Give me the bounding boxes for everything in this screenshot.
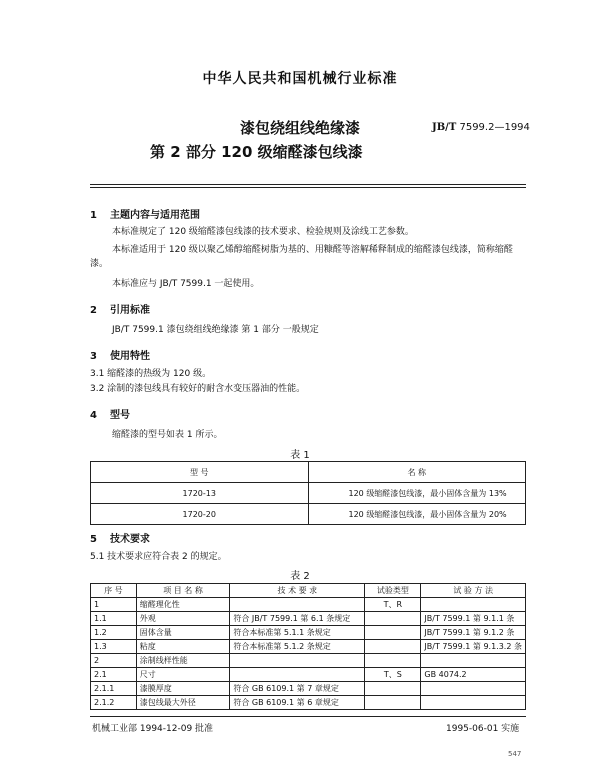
table-1-header-model: 型 号 bbox=[91, 462, 309, 483]
table-2-cell-test-type: T、S bbox=[365, 668, 421, 682]
header-rule-top bbox=[90, 184, 526, 185]
table-row bbox=[91, 682, 526, 696]
table-2-cell-requirement: 符合本标准第 5.1.2 条规定 bbox=[230, 640, 365, 654]
table-2-cell-test-method: JB/T 7599.1 第 9.1.3.2 条 bbox=[421, 640, 526, 654]
issuing-organization: 中华人民共和国机械行业标准 bbox=[202, 71, 398, 87]
section-1-number: 1 bbox=[90, 210, 97, 221]
section-4-number: 4 bbox=[90, 410, 97, 421]
table-1 bbox=[90, 461, 526, 525]
document-subtitle: 第 2 部分 120 级缩醛漆包线漆 bbox=[150, 143, 363, 161]
section-1-paragraph-3: 本标准应与 JB/T 7599.1 一起使用。 bbox=[112, 279, 260, 289]
section-1-paragraph-1: 本标准规定了 120 级缩醛漆包线漆的技术要求、检验规则及涂线工艺参数。 bbox=[112, 227, 414, 237]
table-2-cell-index: 1.3 bbox=[91, 640, 137, 654]
document-title: 漆包绕组线绝缘漆 bbox=[239, 119, 360, 137]
table-2-cell-item: 漆包线最大外径 bbox=[136, 696, 230, 710]
table-2-cell-test-method bbox=[421, 654, 526, 668]
table-1-cell-name: 120 级缩醛漆包线漆，最小固体含量为 20% bbox=[308, 504, 526, 525]
table-2-cell-index: 2 bbox=[91, 654, 137, 668]
table-2-cell-test-type bbox=[365, 696, 421, 710]
table-2-cell-test-type: T、R bbox=[365, 598, 421, 612]
table-2-cell-test-type bbox=[365, 626, 421, 640]
table-2-cell-test-method bbox=[421, 696, 526, 710]
table-2-cell-item: 外观 bbox=[136, 612, 230, 626]
table-2-cell-test-method: GB 4074.2 bbox=[421, 668, 526, 682]
table-2-cell-requirement: 符合 GB 6109.1 第 6 章规定 bbox=[230, 696, 365, 710]
header-rule-bottom bbox=[90, 187, 526, 188]
table-2-cell-index: 2.1 bbox=[91, 668, 137, 682]
table-2-caption: 表 2 bbox=[290, 571, 310, 582]
footer-rule bbox=[90, 716, 526, 717]
table-2-cell-index: 1.2 bbox=[91, 626, 137, 640]
table-2-cell-test-type bbox=[365, 654, 421, 668]
section-2-heading bbox=[90, 301, 150, 316]
table-2-header-index: 序 号 bbox=[91, 584, 137, 598]
table-2-cell-index: 1 bbox=[91, 598, 137, 612]
table-row bbox=[91, 696, 526, 710]
section-4-heading bbox=[90, 406, 130, 421]
section-5-title: 技术要求 bbox=[110, 534, 150, 545]
table-1-cell-model: 1720-20 bbox=[91, 504, 309, 525]
table-2-cell-requirement: 符合 JB/T 7599.1 第 6.1 条规定 bbox=[230, 612, 365, 626]
table-2-cell-requirement bbox=[230, 598, 365, 612]
table-2-cell-item: 缩醛理化性 bbox=[136, 598, 230, 612]
table-row bbox=[91, 626, 526, 640]
standard-number bbox=[432, 122, 530, 133]
table-2-cell-item: 漆膜厚度 bbox=[136, 682, 230, 696]
table-row bbox=[91, 483, 526, 504]
table-2-cell-test-method: JB/T 7599.1 第 9.1.2 条 bbox=[421, 626, 526, 640]
approval-date: 机械工业部 1994-12-09 批准 bbox=[92, 724, 214, 734]
table-2-cell-index: 2.1.2 bbox=[91, 696, 137, 710]
section-3-number: 3 bbox=[90, 351, 97, 362]
table-2-cell-test-type bbox=[365, 640, 421, 654]
section-3-title: 使用特性 bbox=[110, 351, 150, 362]
table-row bbox=[91, 612, 526, 626]
table-2-cell-requirement bbox=[230, 668, 365, 682]
section-2-title: 引用标准 bbox=[110, 305, 150, 316]
section-3-item-2: 3.2 涂制的漆包线具有较好的耐含水变压器油的性能。 bbox=[90, 384, 306, 394]
table-row bbox=[91, 504, 526, 525]
table-row bbox=[91, 668, 526, 682]
table-2-cell-item: 涂制线样性能 bbox=[136, 654, 230, 668]
table-2-cell-index: 2.1.1 bbox=[91, 682, 137, 696]
table-2-cell-requirement: 符合本标准第 5.1.1 条规定 bbox=[230, 626, 365, 640]
standard-prefix: JB/T bbox=[432, 122, 457, 133]
table-1-caption: 表 1 bbox=[290, 450, 310, 461]
table-2-cell-item: 尺寸 bbox=[136, 668, 230, 682]
section-3-heading bbox=[90, 347, 150, 362]
implementation-date: 1995-06-01 实施 bbox=[446, 724, 520, 734]
table-2-cell-test-method: JB/T 7599.1 第 9.1.1 条 bbox=[421, 612, 526, 626]
table-2-cell-item: 固体含量 bbox=[136, 626, 230, 640]
table-2-cell-requirement: 符合 GB 6109.1 第 7 章规定 bbox=[230, 682, 365, 696]
table-2-cell-test-method bbox=[421, 598, 526, 612]
section-5-item-1: 5.1 技术要求应符合表 2 的规定。 bbox=[90, 552, 227, 562]
section-5-heading bbox=[90, 530, 150, 545]
table-1-cell-model: 1720-13 bbox=[91, 483, 309, 504]
section-2-number: 2 bbox=[90, 305, 97, 316]
section-1-title: 主题内容与适用范围 bbox=[110, 210, 200, 221]
table-1-cell-name: 120 级缩醛漆包线漆，最小固体含量为 13% bbox=[308, 483, 526, 504]
section-1-paragraph-2: 本标准适用于 120 级以聚乙烯醇缩醛树脂为基的、用糠醛等溶解稀释制成的缩醛漆包线漆，简称缩醛漆。 bbox=[90, 245, 513, 269]
section-1-heading bbox=[90, 206, 200, 221]
table-2-cell-test-type bbox=[365, 682, 421, 696]
section-3-item-1: 3.1 缩醛漆的热级为 120 级。 bbox=[90, 369, 212, 379]
table-row bbox=[91, 598, 526, 612]
page-number: 547 bbox=[508, 750, 522, 758]
table-2-header-item: 项 目 名 称 bbox=[136, 584, 230, 598]
table-1-header-row bbox=[91, 462, 526, 483]
table-2-cell-test-type bbox=[365, 612, 421, 626]
table-2-cell-index: 1.1 bbox=[91, 612, 137, 626]
table-2-cell-requirement bbox=[230, 654, 365, 668]
table-row bbox=[91, 654, 526, 668]
table-2-cell-item: 粘度 bbox=[136, 640, 230, 654]
table-2-header-requirement: 技 术 要 求 bbox=[230, 584, 365, 598]
section-4-paragraph: 缩醛漆的型号如表 1 所示。 bbox=[112, 430, 223, 440]
table-2-header-row bbox=[91, 584, 526, 598]
table-2-header-test-method: 试 验 方 法 bbox=[421, 584, 526, 598]
table-2 bbox=[90, 583, 526, 710]
table-2-cell-test-method bbox=[421, 682, 526, 696]
standard-code: 7599.2—1994 bbox=[459, 122, 530, 133]
table-1-header-name: 名 称 bbox=[308, 462, 526, 483]
table-row bbox=[91, 640, 526, 654]
section-2-reference: JB/T 7599.1 漆包绕组线绝缘漆 第 1 部分 一般规定 bbox=[112, 325, 319, 335]
section-4-title: 型号 bbox=[110, 410, 130, 421]
section-5-number: 5 bbox=[90, 534, 97, 545]
table-2-header-test-type: 试验类型 bbox=[365, 584, 421, 598]
